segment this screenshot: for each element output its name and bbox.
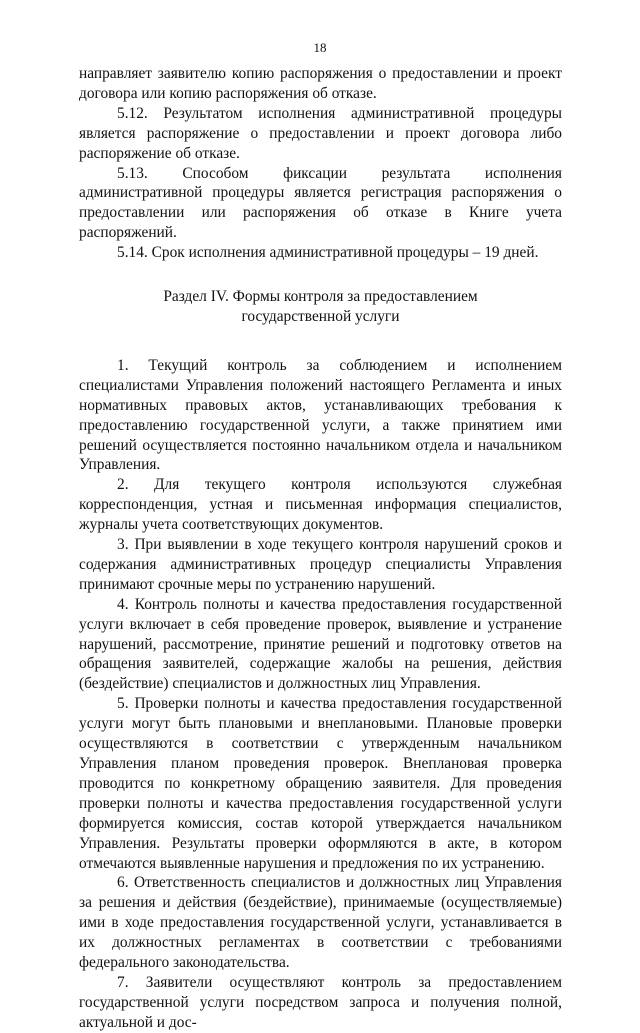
paragraph-6: 6. Ответственность специалистов и должностных лиц Управления за решения и действия (бездействие), принимаемые (осуществляемые) ими в ходе предоставления государственной услуги, устанавливается в их должностных регламентах в соответствии с требованиями федерального законодательства. xyxy=(79,874,562,972)
section-heading-line-1: Раздел IV. Формы контроля за предоставлением xyxy=(163,288,478,306)
paragraph-7: 7. Заявители осуществляют контроль за предоставлением государственной услуги посредством запроса и получения полной, актуальной и дос- xyxy=(79,973,562,1031)
paragraph-continuation: направляет заявителю копию распоряжения о предоставлении и проект договора или копию распоряжения об отказе. xyxy=(79,65,562,102)
section-heading-line-2: государственной услуги xyxy=(241,307,400,325)
document-body xyxy=(79,64,562,1033)
page-number: 18 xyxy=(313,40,327,55)
paragraph-5-13: 5.13. Способом фиксации результата исполнения административной процедуры является регистрация распоряжения о предоставлении или распоряжения об отказе в Книге учета распоряжений. xyxy=(79,164,562,242)
paragraph-5: 5. Проверки полноты и качества предоставления государственной услуги могут быть плановыми и внеплановыми. Плановые проверки осуществляются в соответствии с утвержденным начальником Управления планом проведения проверок. Внеплановая проверка проводится по конкретному обращению заявителя. Для проведения проверки полноты и качества предоставления государственной услуги формируется комиссия, состав которой утверждается начальником Управления. Результаты проверки оформляются в акте, в котором отмечаются выявленные нарушения и предложения по их устранению. xyxy=(79,695,562,872)
paragraph-5-12: 5.12. Результатом исполнения административной процедуры является распоряжение о предоставлении и проект договора либо распоряжение об отказе. xyxy=(79,104,562,162)
paragraph-3: 3. При выявлении в ходе текущего контроля нарушений сроков и содержания административных процедур специалисты Управления принимают срочные меры по устранению нарушений. xyxy=(79,536,562,593)
paragraph-4: 4. Контроль полноты и качества предоставления государственной услуги включает в себя проведение проверок, выявление и устранение нарушений, рассмотрение, принятие решений и подготовку ответов на обращения заявителей, содержащие жалобы на решения, действия (бездействие) специалистов и должностных лиц Управления. xyxy=(79,595,562,693)
paragraph-2: 2. Для текущего контроля используются служебная корреспонденция, устная и письменная информация специалистов, журналы учета соответствующих документов. xyxy=(79,476,562,534)
paragraph-5-14: 5.14. Срок исполнения административной процедуры – 19 дней. xyxy=(117,244,539,262)
paragraph-1: 1. Текущий контроль за соблюдением и исполнением специалистами Управления положений настоящего Регламента и иных нормативных правовых актов, устанавливающих требования к предоставлению государственной услуги, а также принятием ими решений осуществляется постоянно начальником отдела и начальником Управления. xyxy=(79,356,562,474)
section-heading xyxy=(79,287,562,327)
